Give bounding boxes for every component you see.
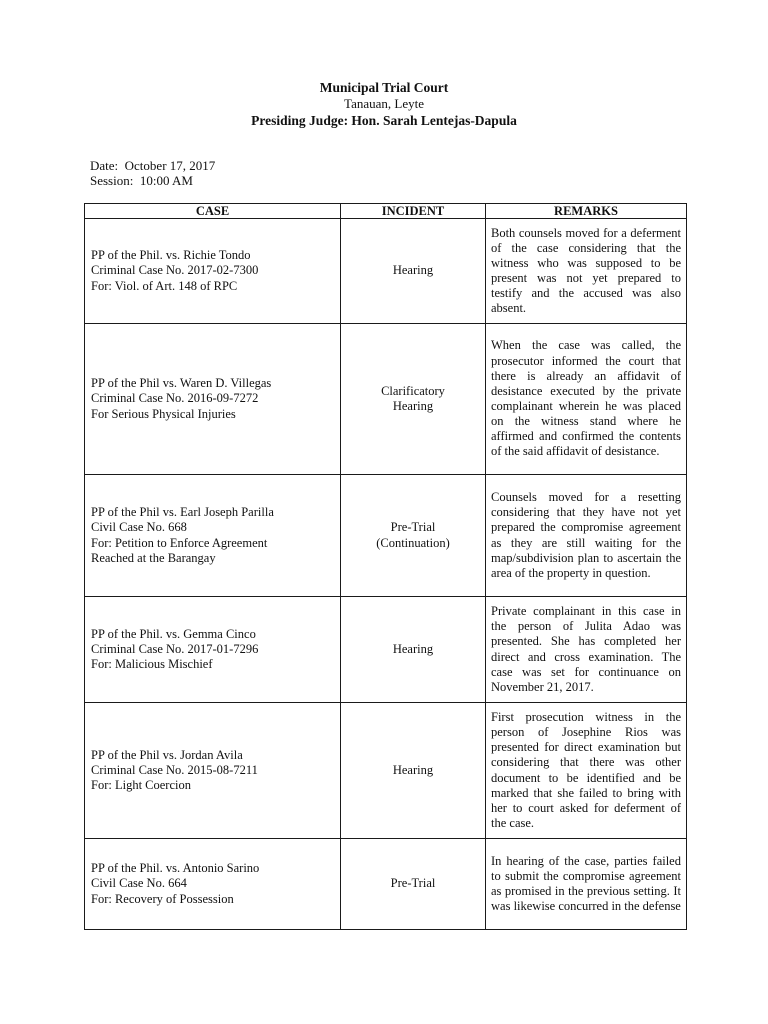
- case-title: PP of the Phil vs. Waren D. Villegas: [91, 376, 272, 391]
- case-charge: For: Viol. of Art. 148 of RPC: [91, 278, 238, 293]
- remarks-cell: Both counsels moved for a deferment of the case considering that the witness who was supposed to be present was not yet prepared to testify and the accused was also absent.: [486, 219, 687, 324]
- table-header-row: [85, 204, 687, 219]
- case-number: Criminal Case No. 2016-09-7272: [91, 391, 259, 406]
- remarks-cell: Private complainant in this case in the person of Julita Adao was presented. She has completed her direct and cross examination. The case was set for continuance on November 21, 2017.: [486, 597, 687, 703]
- case-number: Criminal Case No. 2017-02-7300: [91, 263, 259, 278]
- case-number: Criminal Case No. 2015-08-7211: [91, 762, 258, 777]
- case-number: Criminal Case No. 2017-01-7296: [91, 641, 259, 656]
- remarks-cell: First prosecution witness in the person of Josephine Rios was presented for direct examination but considering that there was other document to be identified and be marked that she failed to bring with her to court asked for deferment of the case.: [486, 703, 687, 839]
- incident-cell: [341, 219, 486, 324]
- court-name: Municipal Trial Court: [319, 80, 449, 95]
- table-row: [85, 597, 687, 703]
- court-location: Tanauan, Leyte: [344, 96, 424, 111]
- incident-text: Hearing: [392, 762, 434, 777]
- remarks-cell: When the case was called, the prosecutor informed the court that there is already an affidavit of desistance executed by the private complainant wherein he was placed on the witness stand where he affirmed and confirmed the contents of the said affidavit of desistance.: [486, 324, 687, 475]
- remarks-cell: Counsels moved for a resetting considering that they have not yet prepared the compromise agreement as they are still waiting for the map/subdivision plan to ascertain the area of the property in question.: [486, 475, 687, 597]
- case-cell: [85, 703, 341, 839]
- case-cell: [85, 219, 341, 324]
- incident-cell: [341, 839, 486, 930]
- case-title: PP of the Phil. vs. Richie Tondo: [91, 248, 251, 263]
- case-table: [84, 203, 687, 930]
- incident-text: Pre-Trial: [390, 876, 436, 891]
- case-title: PP of the Phil. vs. Gemma Cinco: [91, 626, 256, 641]
- incident-text: Pre-Trial: [390, 520, 436, 535]
- case-number: Civil Case No. 664: [91, 876, 187, 891]
- case-charge: For: Light Coercion: [91, 778, 191, 793]
- incident-text: (Continuation): [376, 535, 450, 550]
- case-cell: [85, 324, 341, 475]
- table-row: [85, 324, 687, 475]
- incident-text: Hearing: [392, 641, 434, 656]
- case-charge: For: Recovery of Possession: [91, 891, 234, 906]
- remarks-cell: In hearing of the case, parties failed to submit the compromise agreement as promised in the previous setting. It was likewise concurred in the defense: [486, 839, 687, 930]
- case-title: PP of the Phil vs. Earl Joseph Parilla: [91, 505, 274, 520]
- incident-cell: [341, 597, 486, 703]
- incident-cell: [341, 475, 486, 597]
- case-cell: [85, 839, 341, 930]
- session-info: [90, 158, 215, 188]
- case-number: Civil Case No. 668: [91, 520, 187, 535]
- incident-text: Hearing: [392, 263, 434, 278]
- header-remarks: REMARKS: [486, 204, 687, 219]
- table-row: [85, 475, 687, 597]
- session-time: Session: 10:00 AM: [90, 173, 193, 188]
- case-charge: For: Petition to Enforce Agreement: [91, 535, 268, 550]
- incident-text: Clarificatory: [381, 383, 445, 398]
- table-row: [85, 839, 687, 930]
- case-charge: For Serious Physical Injuries: [91, 406, 236, 421]
- table-row: [85, 219, 687, 324]
- case-title: PP of the Phil. vs. Antonio Sarino: [91, 861, 260, 876]
- header-case: CASE: [85, 204, 341, 219]
- header-incident: INCIDENT: [341, 204, 486, 219]
- session-date: Date: October 17, 2017: [90, 158, 216, 173]
- case-cell: [85, 597, 341, 703]
- case-cell: [85, 475, 341, 597]
- table-row: [85, 703, 687, 839]
- case-charge-cont: Reached at the Barangay: [91, 550, 216, 565]
- presiding-judge: Presiding Judge: Hon. Sarah Lentejas-Dapula: [251, 113, 517, 128]
- case-charge: For: Malicious Mischief: [91, 657, 213, 672]
- incident-text: Hearing: [392, 399, 434, 413]
- incident-cell: [341, 703, 486, 839]
- incident-cell: [341, 324, 486, 475]
- case-title: PP of the Phil vs. Jordan Avila: [91, 747, 243, 762]
- document-header: [0, 79, 768, 130]
